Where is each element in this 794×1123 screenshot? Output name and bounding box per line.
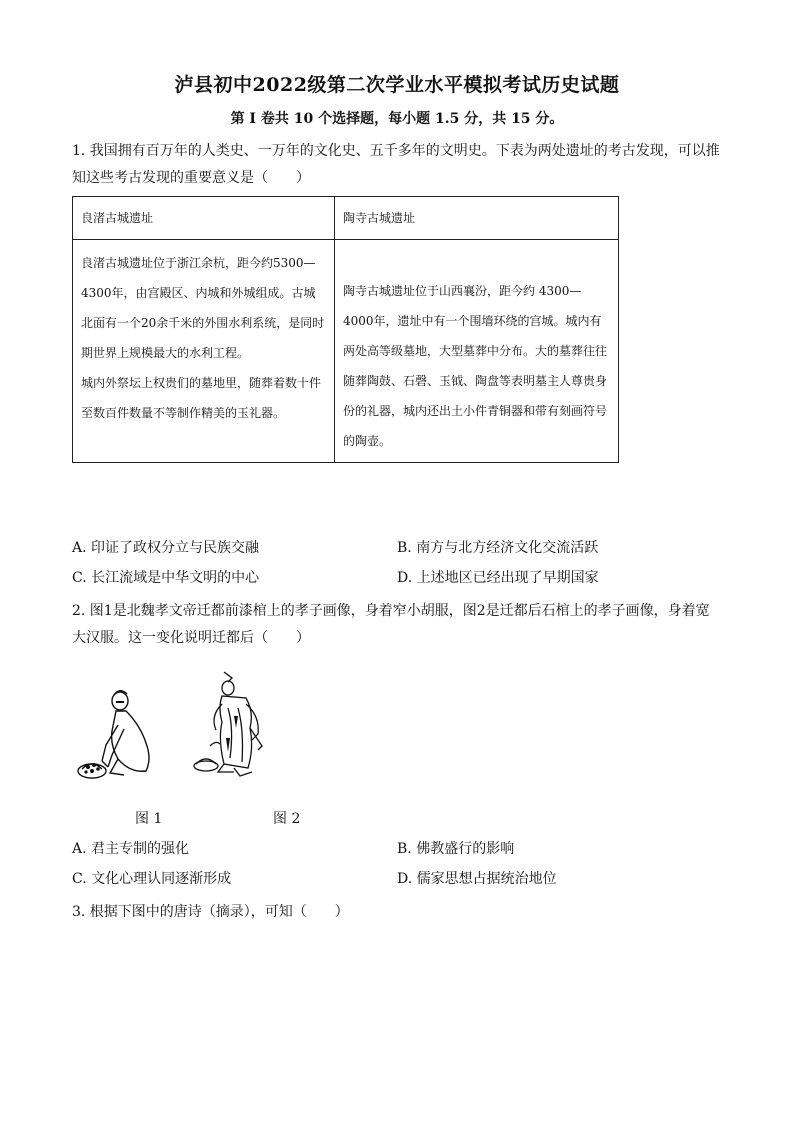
q2-option-b[interactable]: B. 佛教盛行的影响 bbox=[397, 841, 515, 857]
taosi-paragraph: 陶寺古城遗址位于山西襄汾，距今约 4300—4000年，遗址中有一个围墙环绕的宫城。城内有两处高等级墓地，大型墓葬中分布。大的墓葬往往随葬陶鼓、石磬、玉钺、陶盘等表明墓主人尊贵身份的礼器，城内还出土小件青铜器和带有刻画符号的陶壶。 bbox=[343, 284, 608, 448]
q2-option-d[interactable]: D. 儒家思想占据统治地位 bbox=[397, 871, 557, 887]
question-1-stem: 1. 我国拥有百万年的人类史、一万年的文化史、五千多年的文明史。下表为两处遗址的考古发现，可以推知这些考古发现的重要意义是（ ） bbox=[72, 143, 720, 186]
figure-2-caption: 图 2 bbox=[273, 811, 301, 827]
table-header-row bbox=[73, 197, 619, 240]
table-header-taosi: 陶寺古城遗址 bbox=[335, 197, 619, 240]
question-3-stem: 3. 根据下图中的唐诗（摘录），可知（ ） bbox=[72, 904, 349, 920]
q2-option-c[interactable]: C. 文化心理认同逐渐形成 bbox=[72, 871, 232, 887]
table-body-row bbox=[73, 240, 619, 463]
liangzhu-paragraph-1: 良渚古城遗址位于浙江余杭，距今约5300—4300年，由宫殿区、内城和外城组成。古城北面有一个20余千米的外围水利系统，是同时期世界上规模最大的水利工程。 bbox=[81, 256, 325, 360]
question-2-stem: 2. 图1是北魏孝文帝迁都前漆棺上的孝子画像，身着窄小胡服，图2是迁都后石棺上的孝子画像，身着宽大汉服。这一变化说明迁都后（ ） bbox=[72, 603, 710, 646]
liangzhu-paragraph-2: 城内外祭坛上权贵们的墓地里，随葬着数十件至数百件数量不等制作精美的玉礼器。 bbox=[81, 376, 322, 420]
q1-option-b[interactable]: B. 南方与北方经济文化交流活跃 bbox=[397, 540, 599, 556]
q2-option-a[interactable]: A. 君主专制的强化 bbox=[72, 841, 190, 857]
table-header-liangzhu: 良渚古城遗址 bbox=[73, 197, 335, 240]
table-cell-liangzhu bbox=[73, 240, 335, 463]
q1-option-c[interactable]: C. 长江流域是中华文明的中心 bbox=[72, 570, 260, 586]
figure-2-filial-son-han-clothing bbox=[188, 668, 278, 780]
figure-1-filial-son-hu-clothing bbox=[72, 685, 162, 785]
figure-1-caption: 图 1 bbox=[135, 811, 163, 827]
q1-option-a[interactable]: A. 印证了政权分立与民族交融 bbox=[72, 540, 260, 556]
q1-option-d[interactable]: D. 上述地区已经出现了早期国家 bbox=[397, 570, 599, 586]
archaeology-comparison-table bbox=[72, 196, 619, 463]
section-subtitle: 第 I 卷共 10 个选择题，每小题 1.5 分，共 15 分。 bbox=[230, 111, 564, 127]
exam-title: 泸县初中2022级第二次学业水平模拟考试历史试题 bbox=[174, 74, 620, 96]
table-cell-taosi bbox=[335, 240, 619, 463]
